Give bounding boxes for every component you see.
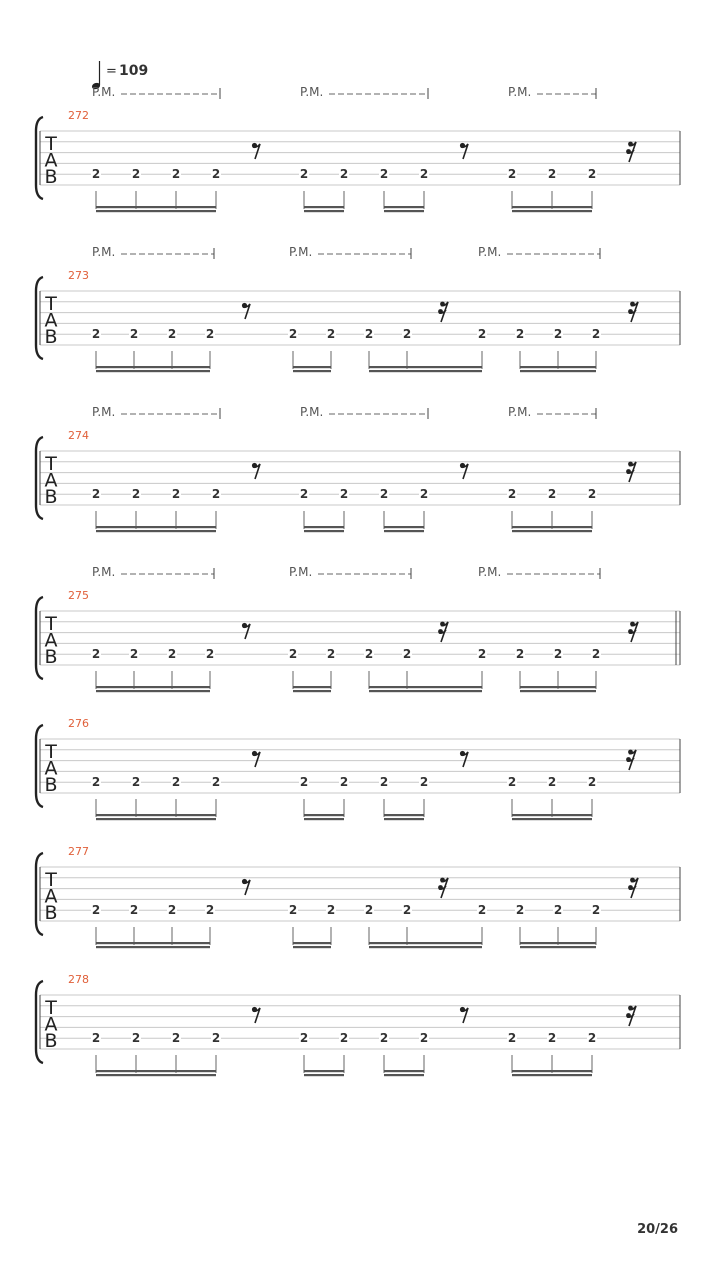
tempo-value: 109	[119, 63, 149, 79]
measure-275-tab-clef-t: T	[45, 613, 57, 635]
measure-274-fret-2: 2	[131, 487, 141, 502]
measure-275-fret-5: 2	[288, 647, 298, 662]
measure-276-fret-1: 2	[91, 775, 101, 790]
measure-274-tab-clef-a: A	[44, 469, 58, 492]
measure-275-fret-12: 2	[591, 647, 601, 662]
measure-274-fret-7: 2	[379, 487, 389, 502]
measure-274-palm-mute-1: P.M.	[92, 405, 116, 419]
measure-278-fret-4: 2	[211, 1031, 221, 1046]
measure-274-palm-mute-2: P.M.	[300, 405, 324, 419]
measure-277-fret-8: 2	[402, 903, 412, 918]
measure-272-fret-9: 2	[507, 167, 517, 182]
measure-277-beam-1-secondary	[96, 946, 210, 948]
measure-277-fret-12: 2	[591, 903, 601, 918]
measure-276-fret-6: 2	[339, 775, 349, 790]
measure-272-beam-4-secondary	[512, 210, 592, 212]
measure-276-fret-3: 2	[171, 775, 181, 790]
measure-273-beam-3-secondary	[369, 370, 482, 372]
measure-277-beam-4-secondary	[520, 946, 596, 948]
measure-275-palm-mute-2: P.M.	[289, 565, 313, 579]
measure-276-number: 276	[68, 717, 89, 730]
measure-278-fret-9: 2	[507, 1031, 517, 1046]
measure-275-beam-2-secondary	[293, 690, 331, 692]
measure-273-fret-7: 2	[364, 327, 374, 342]
measure-277-fret-4: 2	[205, 903, 215, 918]
measure-272-fret-7: 2	[379, 167, 389, 182]
measure-278-fret-8: 2	[419, 1031, 429, 1046]
measure-277-fret-3: 2	[167, 903, 177, 918]
measure-272-beam-2-secondary	[304, 210, 344, 212]
measure-274-beam-3-primary	[384, 526, 424, 528]
measure-275-fret-1: 2	[91, 647, 101, 662]
measure-277-beam-3-primary	[369, 942, 482, 944]
measure-272-tab-clef-a: A	[44, 149, 58, 172]
measure-276-beam-3-primary	[384, 814, 424, 816]
measure-278-beam-4-secondary	[512, 1074, 592, 1076]
measure-272-fret-3: 2	[171, 167, 181, 182]
measure-272-tab-clef-t: T	[45, 133, 57, 155]
measure-278-beam-3-secondary	[384, 1074, 424, 1076]
measure-273-beam-3-primary	[369, 366, 482, 368]
measure-273-fret-12: 2	[591, 327, 601, 342]
measure-275-fret-9: 2	[477, 647, 487, 662]
measure-275-palm-mute-1: P.M.	[92, 565, 116, 579]
measure-273-fret-5: 2	[288, 327, 298, 342]
measure-276-beam-4-primary	[512, 814, 592, 816]
measure-274-beam-1-primary	[96, 526, 216, 528]
measure-278-beam-2-secondary	[304, 1074, 344, 1076]
tempo-equals: =	[106, 64, 117, 79]
measure-273-fret-11: 2	[553, 327, 563, 342]
measure-276-fret-8: 2	[419, 775, 429, 790]
measure-278-tab-clef-a: A	[44, 1013, 58, 1036]
measure-272-fret-5: 2	[299, 167, 309, 182]
measure-276-beam-2-secondary	[304, 818, 344, 820]
measure-277-fret-10: 2	[515, 903, 525, 918]
measure-274-tab-clef-b: B	[44, 486, 58, 508]
measure-275-fret-4: 2	[205, 647, 215, 662]
measure-278-beam-1-primary	[96, 1070, 216, 1072]
measure-272-beam-4-primary	[512, 206, 592, 208]
measure-274-beam-2-primary	[304, 526, 344, 528]
measure-277-tab-clef-t: T	[45, 869, 57, 891]
measure-276-beam-4-secondary	[512, 818, 592, 820]
measure-273-tab-clef-a: A	[44, 309, 58, 332]
measure-274-fret-9: 2	[507, 487, 517, 502]
measure-278-fret-10: 2	[547, 1031, 557, 1046]
measure-274-fret-8: 2	[419, 487, 429, 502]
measure-278-fret-7: 2	[379, 1031, 389, 1046]
measure-273-beam-1-secondary	[96, 370, 210, 372]
measure-273-beam-4-primary	[520, 366, 596, 368]
measure-276-fret-2: 2	[131, 775, 141, 790]
measure-273-beam-1-primary	[96, 366, 210, 368]
measure-277-fret-7: 2	[364, 903, 374, 918]
measure-275-beam-4-secondary	[520, 690, 596, 692]
measure-274-beam-4-primary	[512, 526, 592, 528]
measure-275-fret-7: 2	[364, 647, 374, 662]
measure-273-beam-2-secondary	[293, 370, 331, 372]
measure-277-tab-clef-b: B	[44, 902, 58, 924]
measure-276-beam-1-secondary	[96, 818, 216, 820]
measure-277-fret-6: 2	[326, 903, 336, 918]
measure-278-tab-clef-b: B	[44, 1030, 58, 1052]
measure-278-fret-2: 2	[131, 1031, 141, 1046]
measure-276-tab-clef-a: A	[44, 757, 58, 780]
measure-272-fret-6: 2	[339, 167, 349, 182]
measure-275-beam-4-primary	[520, 686, 596, 688]
measure-278-fret-5: 2	[299, 1031, 309, 1046]
measure-275-fret-8: 2	[402, 647, 412, 662]
measure-273-tab-clef-t: T	[45, 293, 57, 315]
measure-275-tab-clef-b: B	[44, 646, 58, 668]
measure-277-number: 277	[68, 845, 89, 858]
measure-276-beam-1-primary	[96, 814, 216, 816]
measure-274-fret-11: 2	[587, 487, 597, 502]
measure-273-fret-6: 2	[326, 327, 336, 342]
measure-274-beam-4-secondary	[512, 530, 592, 532]
measure-272-fret-2: 2	[131, 167, 141, 182]
measure-274-beam-3-secondary	[384, 530, 424, 532]
page-number: 20/26	[637, 1222, 678, 1237]
measure-272-number: 272	[68, 109, 89, 122]
measure-274-number: 274	[68, 429, 89, 442]
measure-272-fret-10: 2	[547, 167, 557, 182]
measure-273-fret-8: 2	[402, 327, 412, 342]
measure-278-tab-clef-t: T	[45, 997, 57, 1019]
measure-272-beam-3-secondary	[384, 210, 424, 212]
measure-272-fret-11: 2	[587, 167, 597, 182]
measure-272-beam-1-primary	[96, 206, 216, 208]
measure-275-fret-2: 2	[129, 647, 139, 662]
measure-275-fret-10: 2	[515, 647, 525, 662]
measure-275-fret-3: 2	[167, 647, 177, 662]
measure-277-fret-11: 2	[553, 903, 563, 918]
measure-273-fret-4: 2	[205, 327, 215, 342]
measure-278-fret-11: 2	[587, 1031, 597, 1046]
measure-273-fret-10: 2	[515, 327, 525, 342]
measure-272-palm-mute-3: P.M.	[508, 85, 532, 99]
measure-273-number: 273	[68, 269, 89, 282]
measure-272-beam-1-secondary	[96, 210, 216, 212]
measure-277-fret-2: 2	[129, 903, 139, 918]
measure-272-fret-4: 2	[211, 167, 221, 182]
measure-272-fret-8: 2	[419, 167, 429, 182]
measure-276-fret-7: 2	[379, 775, 389, 790]
measure-272-fret-1: 2	[91, 167, 101, 182]
measure-275-fret-11: 2	[553, 647, 563, 662]
measure-273-palm-mute-2: P.M.	[289, 245, 313, 259]
measure-272-palm-mute-1: P.M.	[92, 85, 116, 99]
measure-272-beam-2-primary	[304, 206, 344, 208]
measure-273-beam-2-primary	[293, 366, 331, 368]
measure-278-beam-4-primary	[512, 1070, 592, 1072]
measure-273-palm-mute-1: P.M.	[92, 245, 116, 259]
measure-273-fret-9: 2	[477, 327, 487, 342]
measure-275-fret-6: 2	[326, 647, 336, 662]
measure-277-tab-clef-a: A	[44, 885, 58, 908]
measure-275-number: 275	[68, 589, 89, 602]
measure-275-beam-3-secondary	[369, 690, 482, 692]
measure-274-tab-clef-t: T	[45, 453, 57, 475]
measure-276-fret-9: 2	[507, 775, 517, 790]
measure-274-beam-2-secondary	[304, 530, 344, 532]
measure-277-beam-3-secondary	[369, 946, 482, 948]
measure-275-palm-mute-3: P.M.	[478, 565, 502, 579]
measure-274-fret-10: 2	[547, 487, 557, 502]
measure-278-fret-1: 2	[91, 1031, 101, 1046]
measure-275-beam-1-primary	[96, 686, 210, 688]
measure-276-fret-11: 2	[587, 775, 597, 790]
measure-274-fret-5: 2	[299, 487, 309, 502]
measure-273-beam-4-secondary	[520, 370, 596, 372]
measure-277-fret-1: 2	[91, 903, 101, 918]
measure-276-fret-4: 2	[211, 775, 221, 790]
measure-275-beam-3-primary	[369, 686, 482, 688]
measure-274-fret-1: 2	[91, 487, 101, 502]
measure-272-palm-mute-2: P.M.	[300, 85, 324, 99]
measure-278-beam-1-secondary	[96, 1074, 216, 1076]
measure-276-fret-10: 2	[547, 775, 557, 790]
measure-276-beam-2-primary	[304, 814, 344, 816]
measure-274-palm-mute-3: P.M.	[508, 405, 532, 419]
measure-277-beam-1-primary	[96, 942, 210, 944]
measure-277-beam-2-secondary	[293, 946, 331, 948]
measure-274-fret-4: 2	[211, 487, 221, 502]
measure-278-beam-3-primary	[384, 1070, 424, 1072]
measure-276-fret-5: 2	[299, 775, 309, 790]
measure-278-number: 278	[68, 973, 89, 986]
measure-278-fret-6: 2	[339, 1031, 349, 1046]
measure-274-beam-1-secondary	[96, 530, 216, 532]
measure-273-fret-3: 2	[167, 327, 177, 342]
measure-278-fret-3: 2	[171, 1031, 181, 1046]
measure-277-fret-9: 2	[477, 903, 487, 918]
measure-273-fret-2: 2	[129, 327, 139, 342]
measure-272-tab-clef-b: B	[44, 166, 58, 188]
measure-274-fret-3: 2	[171, 487, 181, 502]
measure-274-fret-6: 2	[339, 487, 349, 502]
measure-273-fret-1: 2	[91, 327, 101, 342]
measure-272-beam-3-primary	[384, 206, 424, 208]
measure-275-tab-clef-a: A	[44, 629, 58, 652]
measure-277-beam-4-primary	[520, 942, 596, 944]
measure-275-beam-2-primary	[293, 686, 331, 688]
measure-278-beam-2-primary	[304, 1070, 344, 1072]
measure-276-beam-3-secondary	[384, 818, 424, 820]
measure-276-tab-clef-t: T	[45, 741, 57, 763]
measure-277-beam-2-primary	[293, 942, 331, 944]
measure-273-palm-mute-3: P.M.	[478, 245, 502, 259]
measure-273-tab-clef-b: B	[44, 326, 58, 348]
measure-275-beam-1-secondary	[96, 690, 210, 692]
measure-277-fret-5: 2	[288, 903, 298, 918]
measure-276-tab-clef-b: B	[44, 774, 58, 796]
